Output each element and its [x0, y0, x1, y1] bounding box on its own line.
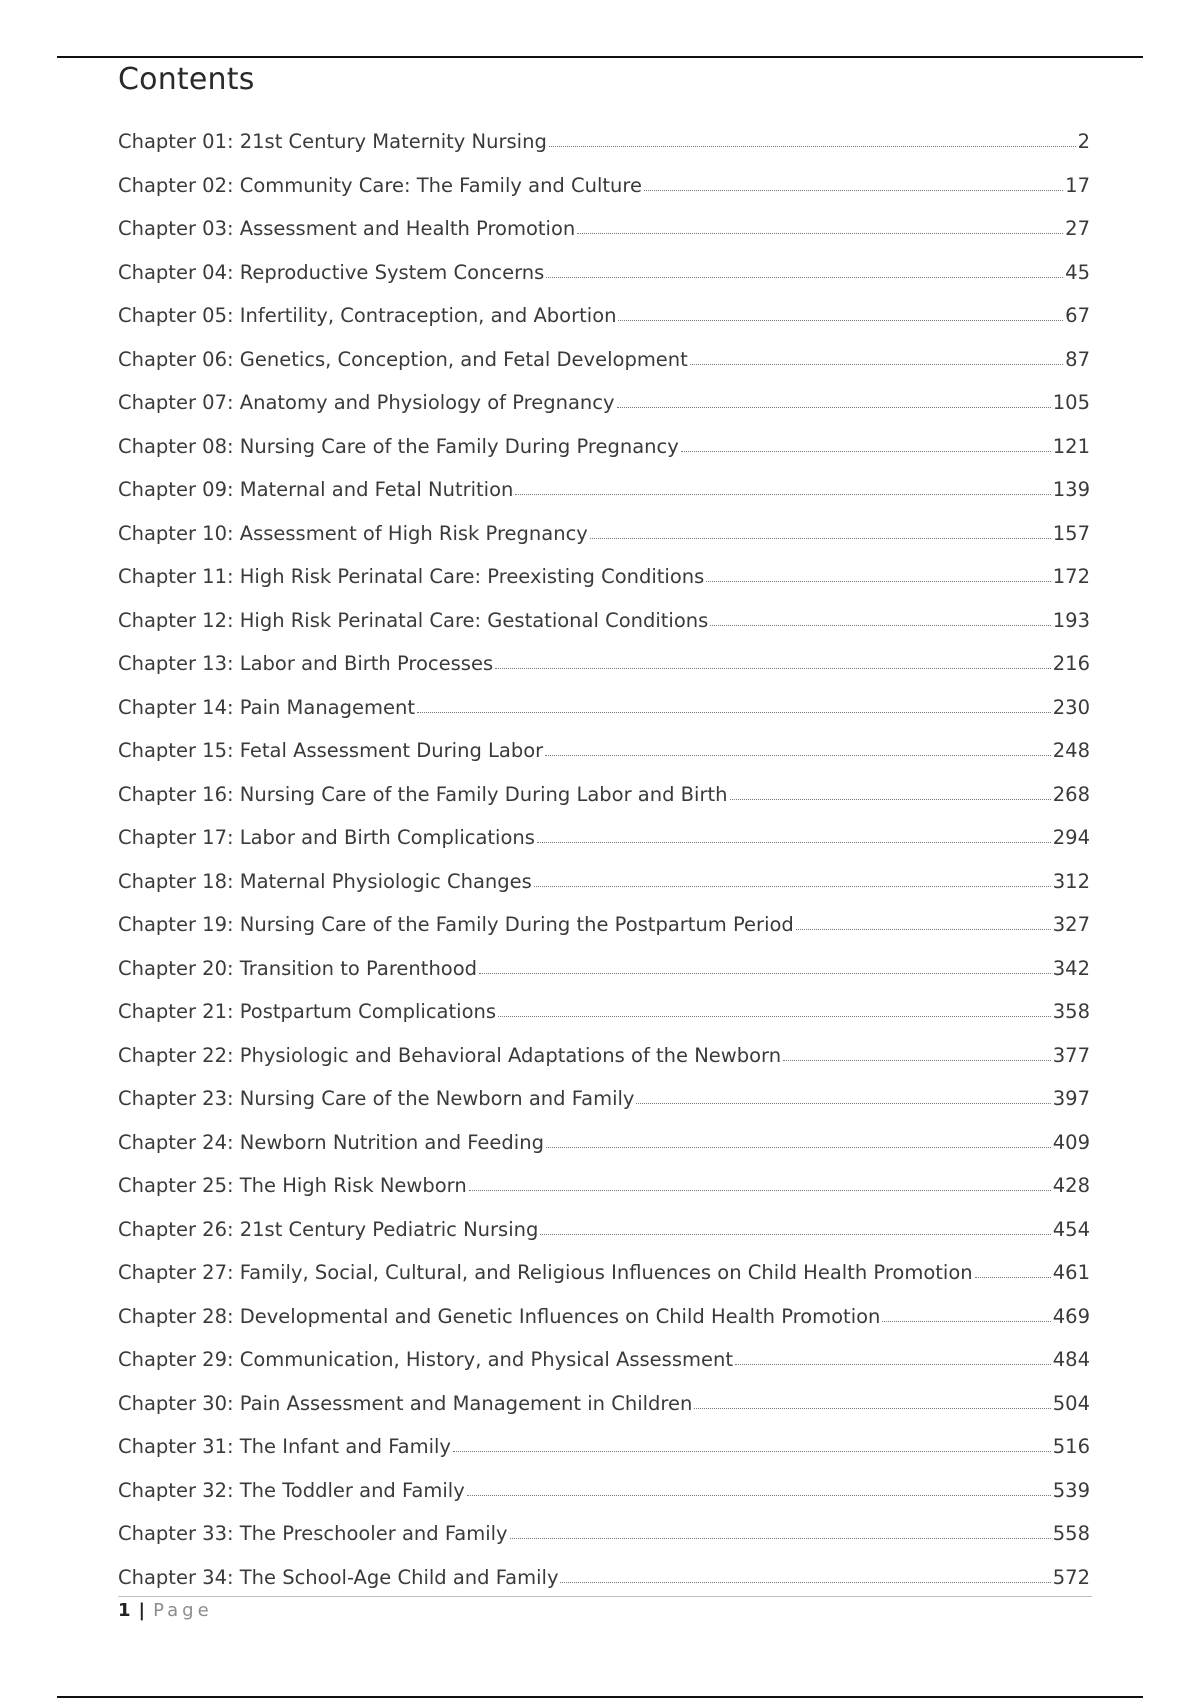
- toc-entry-page: 87: [1065, 347, 1090, 371]
- toc-dot-leader: [710, 625, 1050, 626]
- toc-entry[interactable]: [118, 1077, 1090, 1121]
- toc-entry[interactable]: [118, 1556, 1090, 1600]
- toc-entry-page: 230: [1052, 695, 1090, 719]
- toc-entry-page: 312: [1052, 869, 1090, 893]
- toc-entry-label: Chapter 33: The Preschooler and Family: [118, 1522, 508, 1546]
- toc-entry[interactable]: [118, 294, 1090, 338]
- toc-entry-label: Chapter 02: Community Care: The Family and Culture: [118, 173, 642, 197]
- toc-entry-label: Chapter 12: High Risk Perinatal Care: Gestational Conditions: [118, 608, 709, 632]
- toc-entry-page: 484: [1052, 1348, 1090, 1372]
- footer-separator: |: [138, 1600, 146, 1621]
- toc-entry[interactable]: [118, 425, 1090, 469]
- toc-entry-page: 193: [1052, 608, 1090, 632]
- toc-dot-leader: [644, 190, 1063, 191]
- toc-dot-leader: [681, 451, 1051, 452]
- toc-entry[interactable]: [118, 1512, 1090, 1556]
- toc-dot-leader: [479, 973, 1051, 974]
- toc-dot-leader: [546, 1147, 1051, 1148]
- toc-entry-label: Chapter 29: Communication, History, and Physical Assessment: [118, 1348, 733, 1372]
- toc-dot-leader: [730, 799, 1051, 800]
- toc-entry-page: 409: [1052, 1130, 1090, 1154]
- toc-entry-label: Chapter 17: Labor and Birth Complications: [118, 826, 535, 850]
- toc-dot-leader: [796, 929, 1051, 930]
- toc-entry-page: 461: [1052, 1261, 1090, 1285]
- toc-entry[interactable]: [118, 120, 1090, 164]
- toc-entry-label: Chapter 14: Pain Management: [118, 695, 416, 719]
- toc-entry-page: 397: [1052, 1087, 1090, 1111]
- toc-entry[interactable]: [118, 1382, 1090, 1426]
- toc-entry-page: 139: [1052, 478, 1090, 502]
- toc-entry-label: Chapter 09: Maternal and Fetal Nutrition: [118, 478, 514, 502]
- toc-dot-leader: [537, 842, 1051, 843]
- toc-entry-label: Chapter 28: Developmental and Genetic Influences on Child Health Promotion: [118, 1304, 881, 1328]
- toc-entry-page: 377: [1052, 1043, 1090, 1067]
- toc-entry-page: 248: [1052, 739, 1090, 763]
- toc-dot-leader: [467, 1495, 1051, 1496]
- toc-dot-leader: [540, 1234, 1050, 1235]
- toc-entry[interactable]: [118, 1251, 1090, 1295]
- toc-entry[interactable]: [118, 251, 1090, 295]
- toc-dot-leader: [706, 581, 1050, 582]
- toc-entry-label: Chapter 13: Labor and Birth Processes: [118, 652, 494, 676]
- toc-entry-label: Chapter 15: Fetal Assessment During Labor: [118, 739, 544, 763]
- toc-entry-label: Chapter 26: 21st Century Pediatric Nursing: [118, 1217, 539, 1241]
- table-of-contents: [118, 120, 1090, 1599]
- toc-entry-label: Chapter 10: Assessment of High Risk Pregnancy: [118, 521, 588, 545]
- toc-entry[interactable]: [118, 947, 1090, 991]
- toc-entry[interactable]: [118, 1208, 1090, 1252]
- toc-entry-label: Chapter 31: The Infant and Family: [118, 1435, 451, 1459]
- toc-entry-page: 454: [1052, 1217, 1090, 1241]
- toc-dot-leader: [510, 1538, 1051, 1539]
- toc-entry-label: Chapter 05: Infertility, Contraception, and Abortion: [118, 304, 617, 328]
- toc-dot-leader: [515, 494, 1050, 495]
- toc-dot-leader: [453, 1451, 1051, 1452]
- toc-dot-leader: [498, 1016, 1051, 1017]
- toc-dot-leader: [636, 1103, 1050, 1104]
- toc-dot-leader: [690, 364, 1063, 365]
- toc-entry-label: Chapter 21: Postpartum Complications: [118, 1000, 497, 1024]
- toc-entry-label: Chapter 04: Reproductive System Concerns: [118, 260, 545, 284]
- toc-entry[interactable]: [118, 468, 1090, 512]
- toc-entry-label: Chapter 18: Maternal Physiologic Changes: [118, 869, 532, 893]
- toc-entry[interactable]: [118, 729, 1090, 773]
- toc-entry-label: Chapter 32: The Toddler and Family: [118, 1478, 465, 1502]
- toc-dot-leader: [618, 320, 1063, 321]
- toc-entry[interactable]: [118, 860, 1090, 904]
- toc-entry-label: Chapter 08: Nursing Care of the Family During Pregnancy: [118, 434, 679, 458]
- toc-entry-page: 327: [1052, 913, 1090, 937]
- toc-entry[interactable]: [118, 338, 1090, 382]
- toc-entry-label: Chapter 01: 21st Century Maternity Nursing: [118, 130, 547, 154]
- page-title: Contents: [118, 62, 255, 97]
- toc-entry[interactable]: [118, 816, 1090, 860]
- toc-entry[interactable]: [118, 686, 1090, 730]
- toc-dot-leader: [417, 712, 1051, 713]
- toc-entry-page: 294: [1052, 826, 1090, 850]
- toc-dot-leader: [590, 538, 1051, 539]
- toc-entry[interactable]: [118, 903, 1090, 947]
- toc-entry-label: Chapter 19: Nursing Care of the Family During the Postpartum Period: [118, 913, 794, 937]
- toc-dot-leader: [735, 1364, 1051, 1365]
- toc-entry[interactable]: [118, 207, 1090, 251]
- toc-entry[interactable]: [118, 1469, 1090, 1513]
- toc-entry-label: Chapter 25: The High Risk Newborn: [118, 1174, 467, 1198]
- toc-entry-label: Chapter 03: Assessment and Health Promotion: [118, 217, 576, 241]
- toc-entry-label: Chapter 06: Genetics, Conception, and Fetal Development: [118, 347, 688, 371]
- toc-entry-page: 172: [1052, 565, 1090, 589]
- toc-entry[interactable]: [118, 512, 1090, 556]
- toc-dot-leader: [545, 755, 1051, 756]
- toc-entry[interactable]: [118, 164, 1090, 208]
- toc-dot-leader: [534, 886, 1051, 887]
- toc-entry-label: Chapter 16: Nursing Care of the Family During Labor and Birth: [118, 782, 728, 806]
- toc-entry-page: 216: [1052, 652, 1090, 676]
- toc-dot-leader: [882, 1321, 1050, 1322]
- toc-entry-page: 516: [1052, 1435, 1090, 1459]
- toc-dot-leader: [546, 277, 1063, 278]
- toc-entry-page: 45: [1065, 260, 1090, 284]
- toc-entry-page: 342: [1052, 956, 1090, 980]
- toc-entry-page: 105: [1052, 391, 1090, 415]
- toc-dot-leader: [495, 668, 1051, 669]
- toc-entry-label: Chapter 27: Family, Social, Cultural, and Religious Influences on Child Health Promotion: [118, 1261, 973, 1285]
- toc-dot-leader: [577, 233, 1063, 234]
- toc-entry-page: 539: [1052, 1478, 1090, 1502]
- toc-entry-page: 17: [1065, 173, 1090, 197]
- toc-entry-page: 358: [1052, 1000, 1090, 1024]
- toc-entry[interactable]: [118, 1425, 1090, 1469]
- toc-entry-page: 27: [1065, 217, 1090, 241]
- toc-entry-page: 572: [1052, 1565, 1090, 1589]
- toc-entry-label: Chapter 20: Transition to Parenthood: [118, 956, 478, 980]
- toc-entry[interactable]: [118, 1034, 1090, 1078]
- toc-entry[interactable]: [118, 555, 1090, 599]
- toc-entry[interactable]: [118, 642, 1090, 686]
- footer-divider: [118, 1596, 1092, 1597]
- toc-entry-label: Chapter 11: High Risk Perinatal Care: Preexisting Conditions: [118, 565, 705, 589]
- toc-entry[interactable]: [118, 773, 1090, 817]
- toc-dot-leader: [783, 1060, 1051, 1061]
- toc-entry[interactable]: [118, 1295, 1090, 1339]
- toc-entry-page: 67: [1065, 304, 1090, 328]
- toc-entry-label: Chapter 07: Anatomy and Physiology of Pregnancy: [118, 391, 615, 415]
- toc-entry[interactable]: [118, 381, 1090, 425]
- bottom-rule: [57, 1696, 1143, 1698]
- toc-entry-label: Chapter 23: Nursing Care of the Newborn and Family: [118, 1087, 635, 1111]
- toc-entry-label: Chapter 30: Pain Assessment and Management in Children: [118, 1391, 693, 1415]
- toc-entry-label: Chapter 22: Physiologic and Behavioral Adaptations of the Newborn: [118, 1043, 782, 1067]
- toc-entry-page: 268: [1052, 782, 1090, 806]
- toc-entry-page: 504: [1052, 1391, 1090, 1415]
- toc-entry[interactable]: [118, 1338, 1090, 1382]
- page-footer: [118, 1600, 213, 1621]
- toc-entry-page: 157: [1052, 521, 1090, 545]
- toc-dot-leader: [975, 1277, 1051, 1278]
- toc-entry[interactable]: [118, 599, 1090, 643]
- toc-entry-page: 469: [1052, 1304, 1090, 1328]
- toc-entry-page: 121: [1052, 434, 1090, 458]
- toc-dot-leader: [617, 407, 1051, 408]
- toc-entry[interactable]: [118, 1121, 1090, 1165]
- top-rule: [57, 56, 1143, 58]
- toc-entry-page: 2: [1077, 130, 1090, 154]
- footer-page-number: 1: [118, 1600, 131, 1621]
- toc-dot-leader: [549, 146, 1076, 147]
- footer-page-word: Page: [153, 1600, 213, 1621]
- toc-dot-leader: [469, 1190, 1051, 1191]
- toc-dot-leader: [694, 1408, 1050, 1409]
- toc-dot-leader: [560, 1582, 1050, 1583]
- toc-entry[interactable]: [118, 1164, 1090, 1208]
- toc-entry-page: 558: [1052, 1522, 1090, 1546]
- toc-entry[interactable]: [118, 990, 1090, 1034]
- toc-entry-label: Chapter 24: Newborn Nutrition and Feeding: [118, 1130, 544, 1154]
- toc-entry-page: 428: [1052, 1174, 1090, 1198]
- toc-entry-label: Chapter 34: The School-Age Child and Family: [118, 1565, 559, 1589]
